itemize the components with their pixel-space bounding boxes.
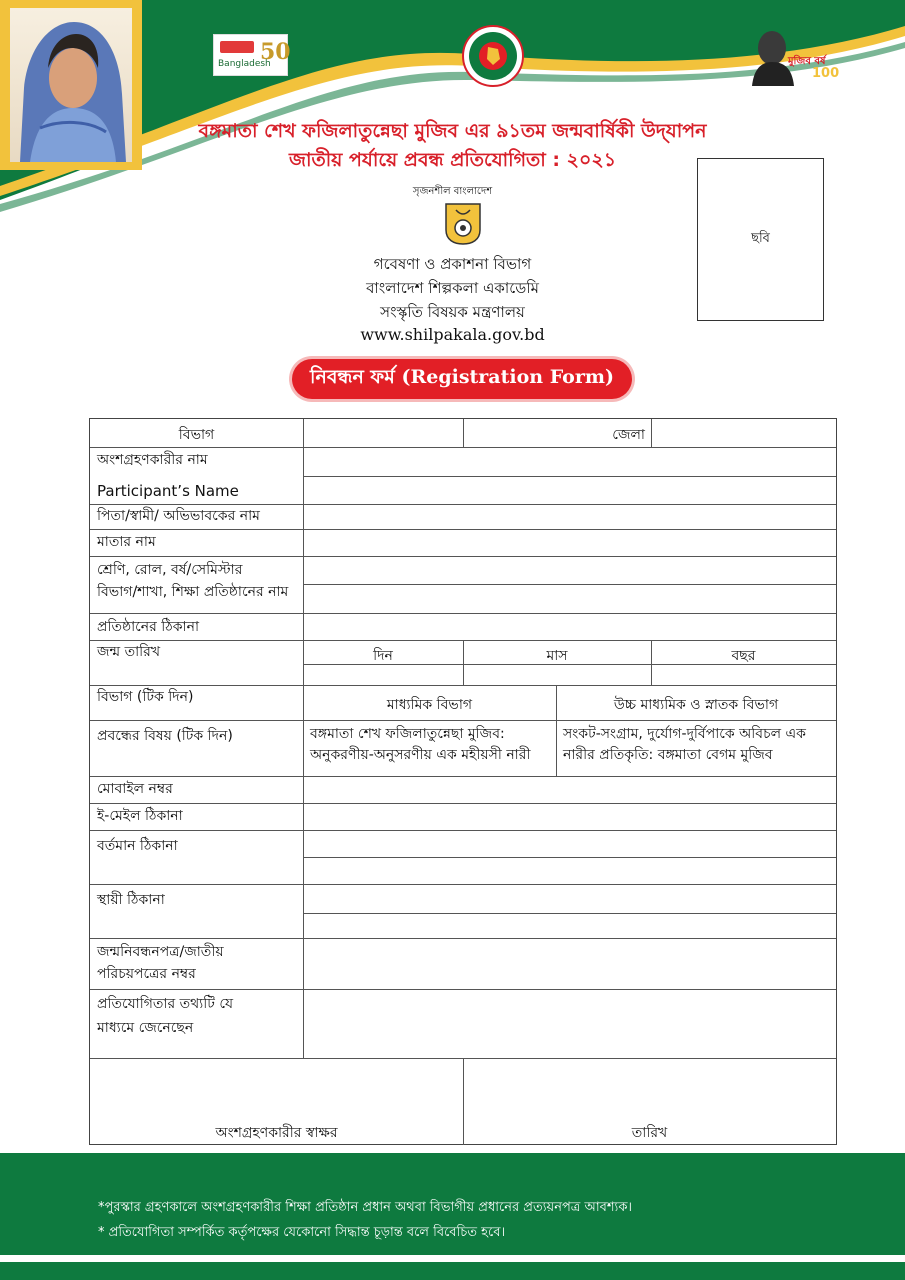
- dob-day-input[interactable]: [304, 665, 462, 684]
- footer-note-2: * প্রতিযোগিতা সম্পর্কিত কর্তৃপক্ষের যেকোনো সিদ্ধান্ত চূড়ান্ত বলে বিবেচিত হবে।: [98, 1225, 506, 1240]
- logo-right-number: 100: [812, 66, 840, 81]
- participant-name-bn-input[interactable]: [304, 448, 835, 503]
- topic-option-1-line1: বঙ্গমাতা শেখ ফজিলাতুন্নেছা মুজিব:: [310, 726, 505, 742]
- institution-name-label: বিভাগ/শাখা, শিক্ষা প্রতিষ্ঠানের নাম: [97, 584, 289, 600]
- org-line1: গবেষণা ও প্রকাশনা বিভাগ: [373, 255, 532, 273]
- division-input[interactable]: [304, 420, 462, 446]
- id-number-label-line2: পরিচয়পত্রের নম্বর: [97, 966, 196, 982]
- dob-day-label: দিন: [373, 648, 393, 664]
- institution-address-input[interactable]: [304, 614, 835, 639]
- dob-month-input[interactable]: [464, 665, 650, 684]
- dob-label: জন্ম তারিখ: [97, 644, 161, 660]
- photo-box[interactable]: [697, 158, 824, 321]
- institution-address-label: প্রতিষ্ঠানের ঠিকানা: [97, 619, 200, 635]
- topic-option-1-line2: অনুকরণীয়-অনুসরণীয় এক মহীয়সী নারী: [310, 747, 531, 763]
- participant-name-en-label: Participant’s Name: [97, 482, 239, 500]
- mujib-borsho-logo: [748, 26, 840, 86]
- footer-band: [0, 1153, 905, 1255]
- permanent-address-input[interactable]: [304, 885, 835, 937]
- golden-jubilee-logo: [213, 34, 291, 76]
- topic-label: প্রবন্ধের বিষয় (টিক দিন): [97, 728, 233, 744]
- topic-option-1[interactable]: [304, 721, 555, 775]
- logo-left-text: Bangladesh: [218, 59, 271, 69]
- academy-logo-icon: [444, 202, 482, 246]
- topic-option-2-line1: সংকট-সংগ্রাম, দুর্যোগ-দুর্বিপাকে অবিচল এক: [563, 726, 806, 742]
- present-address-input[interactable]: [304, 831, 835, 883]
- event-title-line1: বঙ্গমাতা শেখ ফজিলাতুন্নেছা মুজিব এর ৯১তম জন্মবার্ষিকী উদ্‌যাপন: [198, 120, 707, 142]
- logo-right-text: মুজিব বর্ষ: [788, 56, 826, 67]
- class-info-input[interactable]: [304, 585, 835, 612]
- topic-option-2[interactable]: [557, 721, 835, 775]
- father-name-label: পিতা/স্বামী/ অভিভাবকের নাম: [97, 508, 260, 524]
- section-option-higher[interactable]: উচ্চ মাধ্যমিক ও স্নাতক বিভাগ: [613, 697, 779, 713]
- dob-year-input[interactable]: [652, 665, 835, 684]
- present-address-label: বর্তমান ঠিকানা: [97, 838, 178, 854]
- website-link[interactable]: www.shilpakala.gov.bd: [360, 325, 545, 344]
- dob-month-label: মাস: [546, 648, 568, 664]
- source-label-line2: মাধ্যমে জেনেছেন: [97, 1020, 194, 1036]
- class-info-label: শ্রেণি, রোল, বর্ষ/সেমিস্টার: [97, 562, 243, 578]
- participant-name-en-input[interactable]: [304, 505, 835, 528]
- email-input[interactable]: [304, 804, 835, 829]
- mother-name-label: মাতার নাম: [97, 534, 156, 550]
- section-label: বিভাগ (টিক দিন): [97, 689, 194, 705]
- photo-label: ছবি: [751, 231, 770, 246]
- district-input[interactable]: [652, 420, 835, 446]
- signature-label: অংশগ্রহণকারীর স্বাক্ষর: [215, 1125, 338, 1141]
- footer-strip: [0, 1262, 905, 1280]
- tagline: সৃজনশীল বাংলাদেশ: [412, 186, 493, 197]
- dob-year-label: বছর: [731, 648, 756, 664]
- division-label: বিভাগ: [178, 427, 215, 443]
- signature-date-label: তারিখ: [631, 1125, 668, 1141]
- source-input[interactable]: [304, 990, 835, 1057]
- footer-note-1: *পুরস্কার গ্রহণকালে অংশগ্রহণকারীর শিক্ষা প্রতিষ্ঠান প্রধান অথবা বিভাগীয় প্রধানের প্রত্যয়নপত্র আবশ্যক।: [98, 1200, 633, 1215]
- topic-option-2-line2: নারীর প্রতিকৃতি: বঙ্গমাতা বেগম মুজিব: [563, 747, 773, 763]
- mother-name-input[interactable]: [304, 557, 835, 583]
- registration-form-table: [89, 418, 837, 1145]
- id-number-label-line1: জন্মনিবন্ধনপত্র/জাতীয়: [97, 944, 224, 960]
- mobile-label: মোবাইল নম্বর: [97, 781, 173, 797]
- father-name-input[interactable]: [304, 530, 835, 555]
- source-label-line1: প্রতিযোগিতার তথ্যটি যে: [97, 996, 234, 1012]
- org-line2: বাংলাদেশ শিল্পকলা একাডেমি: [366, 279, 539, 297]
- registration-form-title: নিবন্ধন ফর্ম (Registration Form): [292, 359, 632, 399]
- district-label: জেলা: [612, 427, 645, 443]
- event-title-line2: জাতীয় পর্যায়ে প্রবন্ধ প্রতিযোগিতা : ২০২১: [288, 149, 617, 171]
- logo-left-mark: [220, 41, 254, 53]
- mobile-input[interactable]: [304, 777, 835, 802]
- participant-name-bn-label: অংশগ্রহণকারীর নাম: [97, 452, 208, 468]
- section-option-secondary[interactable]: মাধ্যমিক বিভাগ: [386, 697, 473, 713]
- government-seal-icon: [462, 25, 524, 87]
- permanent-address-label: স্থায়ী ঠিকানা: [97, 892, 165, 908]
- org-line3: সংস্কৃতি বিষয়ক মন্ত্রণালয়: [380, 303, 525, 321]
- logo-left-number: 50: [260, 39, 291, 65]
- id-number-input[interactable]: [304, 939, 835, 988]
- form-divider: [90, 685, 836, 686]
- email-label: ই-মেইল ঠিকানা: [97, 808, 183, 824]
